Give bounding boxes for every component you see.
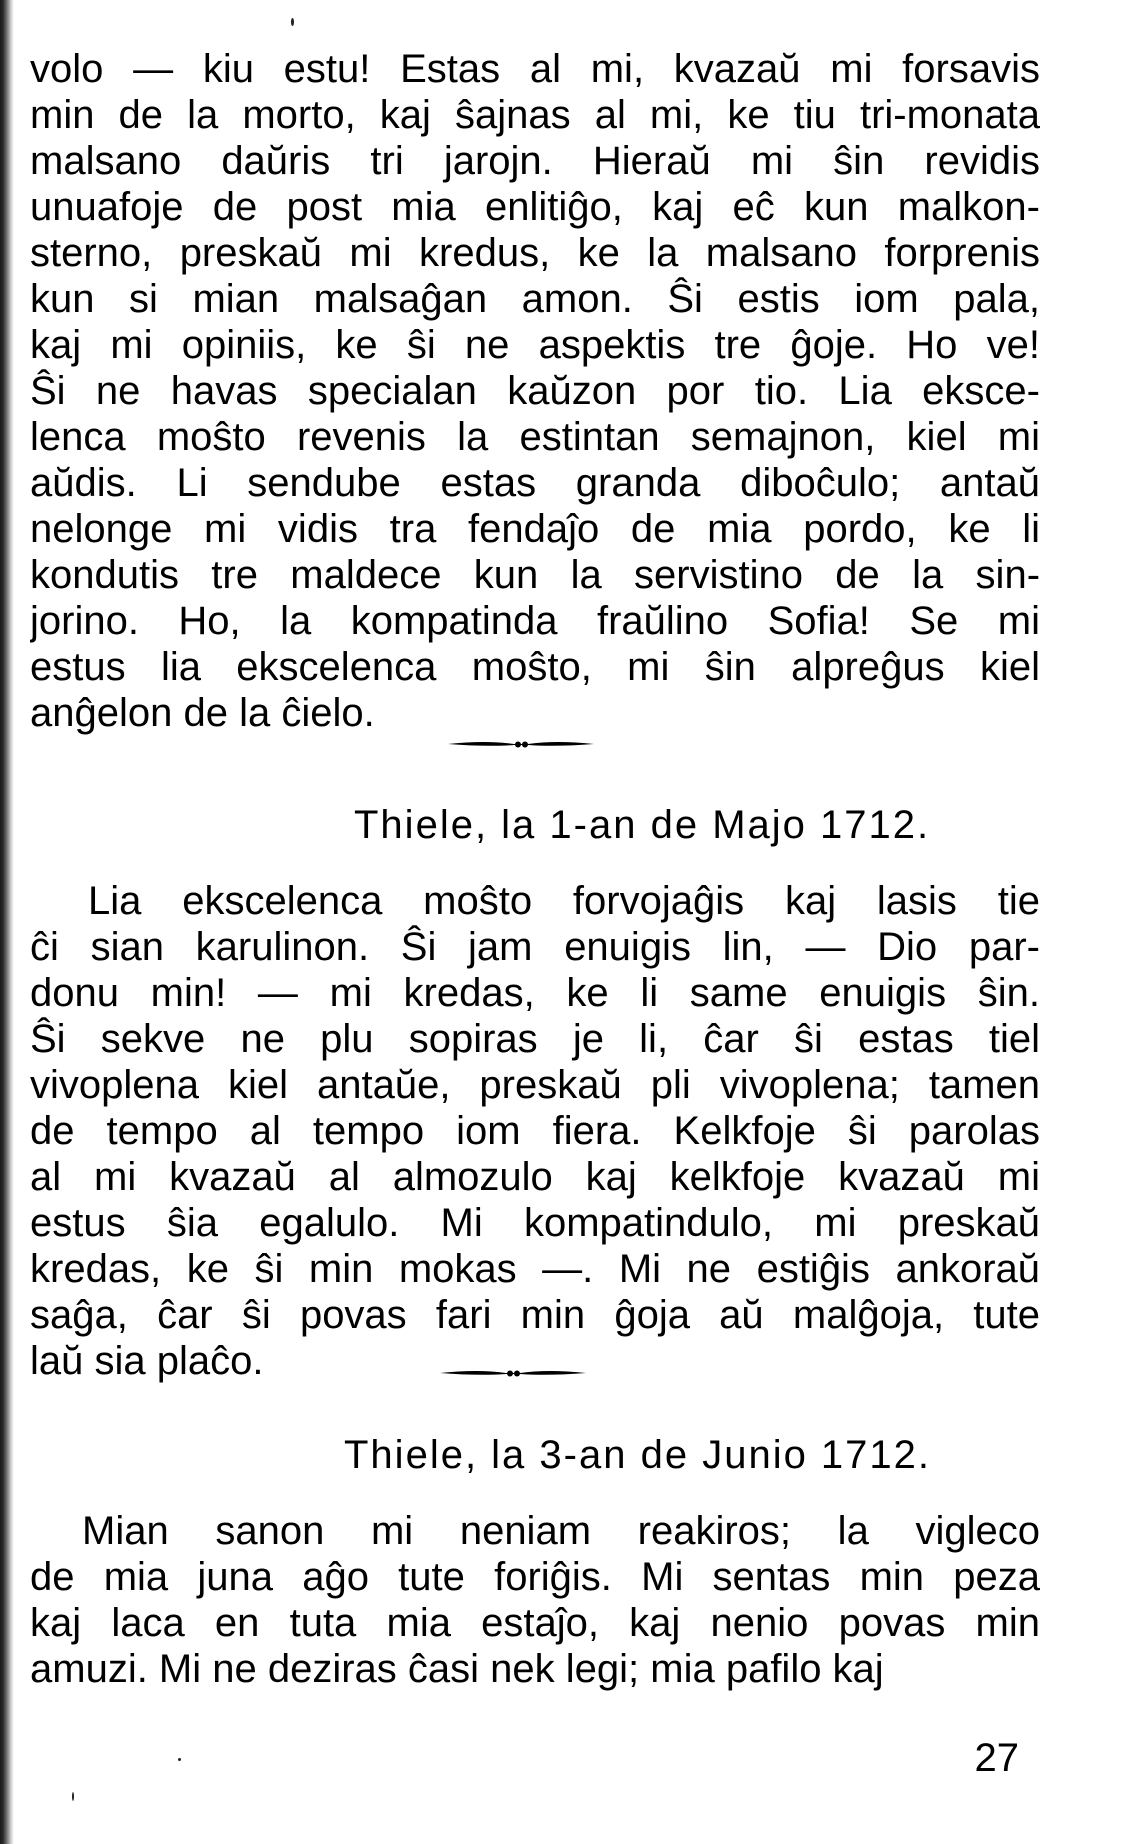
text-line: amuzi. Mi ne deziras ĉasi nek legi; mia pafilo kaj [30, 1647, 884, 1691]
text-line: sterno, preskaŭ mi kredus, ke la malsano forprenis [30, 231, 1040, 275]
text-line: estus lia ekscelenca moŝto, mi ŝin alpreĝus kiel [30, 645, 1040, 689]
text-line: aŭdis. Li sendube estas granda diboĉulo; antaŭ [30, 461, 1040, 505]
print-speck [291, 18, 294, 26]
text-line: kondutis tre maldece kun la servistino de la sin- [30, 553, 1040, 597]
text-line: min de la morto, kaj ŝajnas al mi, ke tiu tri-monata [30, 93, 1040, 137]
text-line: kaj laca en tuta mia estaĵo, kaj nenio povas min [30, 1601, 1040, 1645]
text-line: kun si mian malsaĝan amon. Ŝi estis iom pala, [30, 277, 1040, 321]
print-speck [72, 1792, 74, 1801]
text-line: volo — kiu estu! Estas al mi, kvazaŭ mi forsavis [30, 47, 1040, 91]
text-line: saĝa, ĉar ŝi povas fari min ĝoja aŭ malĝoja, tute [30, 1293, 1040, 1337]
entry-heading-2: Thiele, la 3-an de Junio 1712. [344, 1433, 932, 1477]
print-speck [178, 1758, 181, 1761]
text-line: estus ŝia egalulo. Mi kompatindulo, mi preskaŭ [30, 1201, 1040, 1245]
text-line: de mia juna aĝo tute foriĝis. Mi sentas min peza [30, 1555, 1040, 1599]
text-line: jorino. Ho, la kompatinda fraŭlino Sofia! Se mi [30, 599, 1040, 643]
text-line: al mi kvazaŭ al almozulo kaj kelkfoje kvazaŭ mi [30, 1155, 1040, 1199]
text-line: anĝelon de la ĉielo. [30, 691, 375, 735]
text-line: Mian sanon mi neniam reakiros; la vigleco [82, 1509, 1040, 1553]
section-divider [438, 1363, 588, 1383]
text-line: kaj mi opiniis, ke ŝi ne aspektis tre ĝoje. Ho ve! [30, 323, 1040, 367]
entry-heading-1: Thiele, la 1-an de Majo 1712. [354, 803, 931, 847]
text-line: laŭ sia plaĉo. [30, 1339, 264, 1383]
text-line: malsano daŭris tri jarojn. Hieraŭ mi ŝin revidis [30, 139, 1040, 183]
text-line: Ŝi ne havas specialan kaŭzon por tio. Lia eksce- [30, 369, 1040, 413]
text-line: kredas, ke ŝi min mokas —. Mi ne estiĝis ankoraŭ [30, 1247, 1040, 1291]
text-line: nelonge mi vidis tra fendaĵo de mia pordo, ke li [30, 507, 1040, 551]
text-line: vivoplena kiel antaŭe, preskaŭ pli vivoplena; tamen [30, 1063, 1040, 1107]
text-line: Ŝi sekve ne plu sopiras je li, ĉar ŝi estas tiel [30, 1017, 1040, 1061]
page-number: 27 [974, 1736, 1019, 1780]
text-line: Lia ekscelenca moŝto forvojaĝis kaj lasis tie [88, 879, 1040, 923]
paragraph-1 [30, 46, 1040, 736]
text-line: ĉi sian karulinon. Ŝi jam enuigis lin, — Dio par- [30, 925, 1040, 969]
text-line: donu min! — mi kredas, ke li same enuigis ŝin. [30, 971, 1040, 1015]
text-line: de tempo al tempo iom fiera. Kelkfoje ŝi parolas [30, 1109, 1040, 1153]
page-binding-edge [0, 0, 14, 1844]
text-line: lenca moŝto revenis la estintan semajnon, kiel mi [30, 415, 1040, 459]
paragraph-2 [30, 878, 1040, 1384]
paragraph-3 [30, 1508, 1040, 1692]
section-divider [446, 734, 596, 754]
text-line: unuafoje de post mia enlitiĝo, kaj eĉ kun malkon- [30, 185, 1040, 229]
